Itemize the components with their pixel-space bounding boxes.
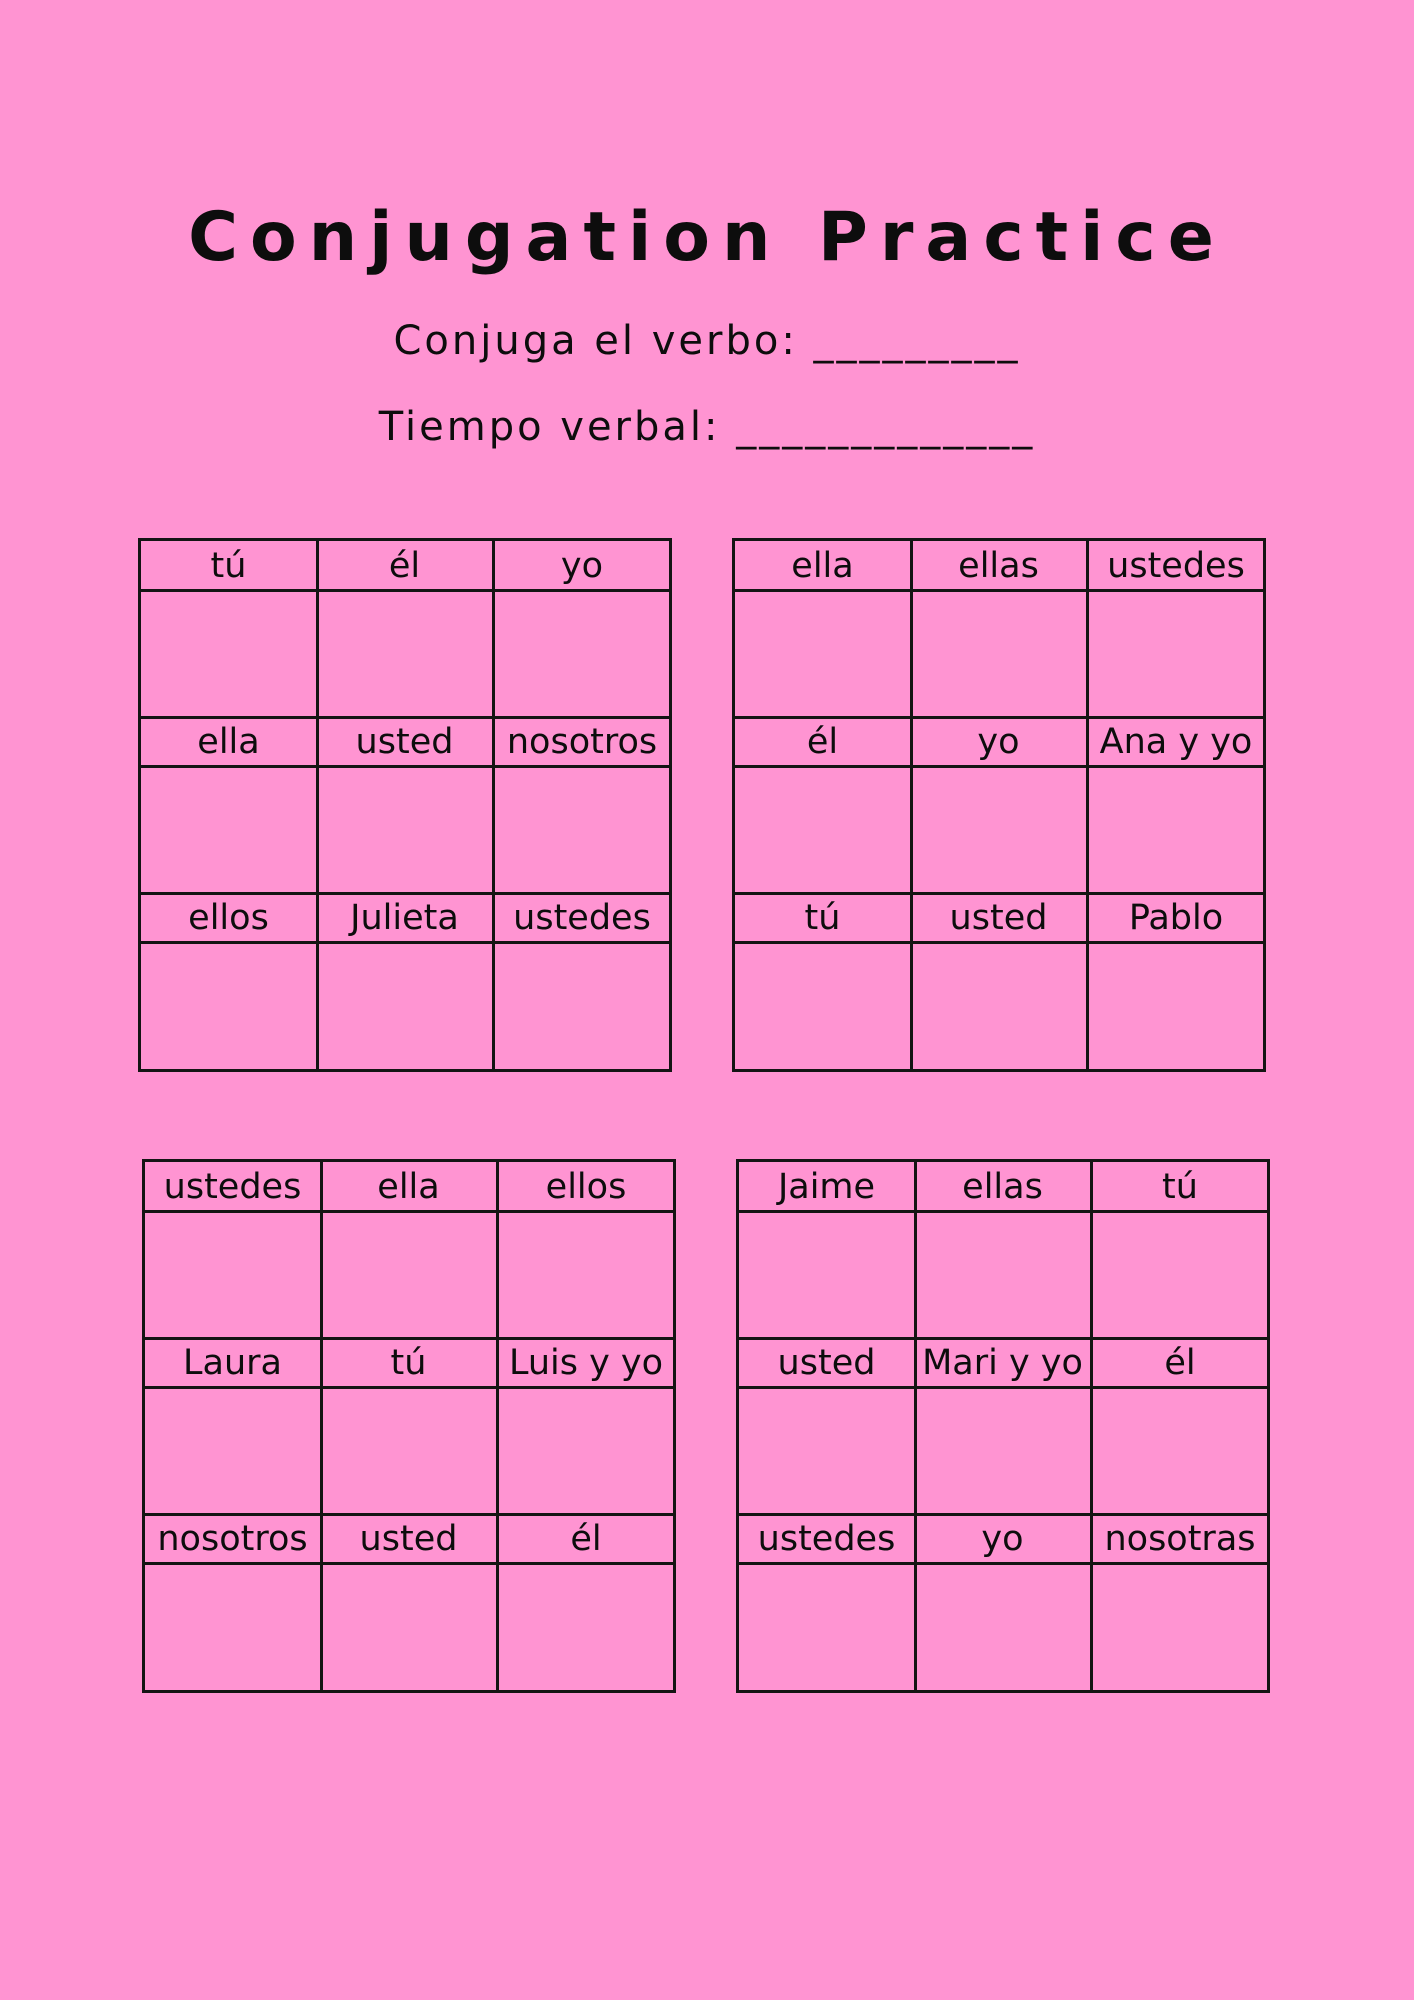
answer-space[interactable] xyxy=(141,768,316,892)
grid-cell xyxy=(735,893,913,1071)
answer-space[interactable] xyxy=(317,592,492,716)
page-title: Conjugation Practice xyxy=(188,198,1226,277)
grid-cell xyxy=(735,541,913,719)
grid-cell xyxy=(911,541,1089,719)
grid-cell xyxy=(915,1514,1093,1692)
answer-space[interactable] xyxy=(735,944,910,1071)
answer-space[interactable] xyxy=(1091,1565,1269,1692)
pronoun-label: tú xyxy=(141,541,316,592)
pronoun-label: Laura xyxy=(145,1338,320,1389)
pronoun-label: yo xyxy=(911,717,1086,768)
answer-space[interactable] xyxy=(739,1389,914,1513)
pronoun-label: Mari y yo xyxy=(915,1338,1090,1389)
answer-space[interactable] xyxy=(497,1213,675,1337)
pronoun-label: usted xyxy=(739,1338,914,1389)
answer-space[interactable] xyxy=(497,1389,675,1513)
answer-space[interactable] xyxy=(493,592,671,716)
grid-cell xyxy=(497,1162,675,1340)
answer-space[interactable] xyxy=(915,1565,1090,1692)
tense-prompt[interactable]: Tiempo verbal: _____________ xyxy=(378,404,1036,450)
grid-cell xyxy=(317,893,495,1071)
answer-space[interactable] xyxy=(493,768,671,892)
verb-prompt[interactable]: Conjuga el verbo: _________ xyxy=(393,318,1021,364)
pronoun-label: yo xyxy=(493,541,671,592)
grid-cell xyxy=(1087,893,1265,1071)
answer-space[interactable] xyxy=(317,768,492,892)
grid-cell xyxy=(1087,717,1265,895)
answer-space[interactable] xyxy=(739,1565,914,1692)
grid-cell xyxy=(493,717,671,895)
grid-cell xyxy=(145,1338,323,1516)
answer-space[interactable] xyxy=(739,1213,914,1337)
answer-space[interactable] xyxy=(1087,768,1265,892)
answer-space[interactable] xyxy=(497,1565,675,1692)
grid-cell xyxy=(145,1514,323,1692)
pronoun-label: Julieta xyxy=(317,893,492,944)
pronoun-label: nosotros xyxy=(493,717,671,768)
conjugation-grid xyxy=(138,538,672,1072)
answer-space[interactable] xyxy=(1087,944,1265,1071)
grid-cell xyxy=(739,1162,917,1340)
pronoun-label: Ana y yo xyxy=(1087,717,1265,768)
grid-cell xyxy=(739,1338,917,1516)
pronoun-label: tú xyxy=(735,893,910,944)
answer-space[interactable] xyxy=(141,944,316,1071)
answer-space[interactable] xyxy=(145,1565,320,1692)
grid-cell xyxy=(497,1338,675,1516)
answer-space[interactable] xyxy=(1091,1213,1269,1337)
answer-space[interactable] xyxy=(735,592,910,716)
pronoun-label: nosotras xyxy=(1091,1514,1269,1565)
answer-space[interactable] xyxy=(145,1213,320,1337)
pronoun-label: tú xyxy=(321,1338,496,1389)
answer-space[interactable] xyxy=(911,768,1086,892)
grid-cell xyxy=(911,717,1089,895)
pronoun-label: ustedes xyxy=(739,1514,914,1565)
answer-space[interactable] xyxy=(317,944,492,1071)
grid-cell xyxy=(915,1162,1093,1340)
conjugation-grid xyxy=(732,538,1266,1072)
pronoun-label: yo xyxy=(915,1514,1090,1565)
grid-cell xyxy=(1091,1514,1269,1692)
answer-space[interactable] xyxy=(915,1213,1090,1337)
pronoun-label: Pablo xyxy=(1087,893,1265,944)
pronoun-label: él xyxy=(735,717,910,768)
pronoun-label: ustedes xyxy=(145,1162,320,1213)
answer-space[interactable] xyxy=(321,1565,496,1692)
answer-space[interactable] xyxy=(493,944,671,1071)
grid-cell xyxy=(145,1162,323,1340)
grid-cell xyxy=(1087,541,1265,719)
answer-space[interactable] xyxy=(141,592,316,716)
pronoun-label: ustedes xyxy=(1087,541,1265,592)
grid-cell xyxy=(141,893,319,1071)
pronoun-label: ellos xyxy=(497,1162,675,1213)
pronoun-label: él xyxy=(1091,1338,1269,1389)
answer-space[interactable] xyxy=(321,1213,496,1337)
grid-cell xyxy=(317,717,495,895)
pronoun-label: ella xyxy=(735,541,910,592)
grid-cell xyxy=(497,1514,675,1692)
grid-cell xyxy=(321,1514,499,1692)
answer-space[interactable] xyxy=(321,1389,496,1513)
answer-space[interactable] xyxy=(911,592,1086,716)
pronoun-label: ellos xyxy=(141,893,316,944)
grid-cell xyxy=(735,717,913,895)
grid-cell xyxy=(911,893,1089,1071)
grid-cell xyxy=(1091,1338,1269,1516)
grid-cell xyxy=(141,541,319,719)
pronoun-label: ella xyxy=(321,1162,496,1213)
grid-cell xyxy=(321,1338,499,1516)
pronoun-label: ustedes xyxy=(493,893,671,944)
pronoun-label: Luis y yo xyxy=(497,1338,675,1389)
grid-cell xyxy=(1091,1162,1269,1340)
answer-space[interactable] xyxy=(1087,592,1265,716)
grid-cell xyxy=(317,541,495,719)
pronoun-label: usted xyxy=(911,893,1086,944)
conjugation-grid xyxy=(736,1159,1270,1693)
pronoun-label: ellas xyxy=(915,1162,1090,1213)
pronoun-label: ellas xyxy=(911,541,1086,592)
answer-space[interactable] xyxy=(145,1389,320,1513)
grid-cell xyxy=(321,1162,499,1340)
pronoun-label: ella xyxy=(141,717,316,768)
answer-space[interactable] xyxy=(1091,1389,1269,1513)
grid-cell xyxy=(915,1338,1093,1516)
grid-cell xyxy=(493,893,671,1071)
pronoun-label: nosotros xyxy=(145,1514,320,1565)
answer-space[interactable] xyxy=(911,944,1086,1071)
grid-cell xyxy=(739,1514,917,1692)
pronoun-label: Jaime xyxy=(739,1162,914,1213)
grid-cell xyxy=(141,717,319,895)
pronoun-label: usted xyxy=(317,717,492,768)
pronoun-label: tú xyxy=(1091,1162,1269,1213)
grid-cell xyxy=(493,541,671,719)
answer-space[interactable] xyxy=(735,768,910,892)
conjugation-grid xyxy=(142,1159,676,1693)
pronoun-label: él xyxy=(497,1514,675,1565)
answer-space[interactable] xyxy=(915,1389,1090,1513)
pronoun-label: usted xyxy=(321,1514,496,1565)
pronoun-label: él xyxy=(317,541,492,592)
